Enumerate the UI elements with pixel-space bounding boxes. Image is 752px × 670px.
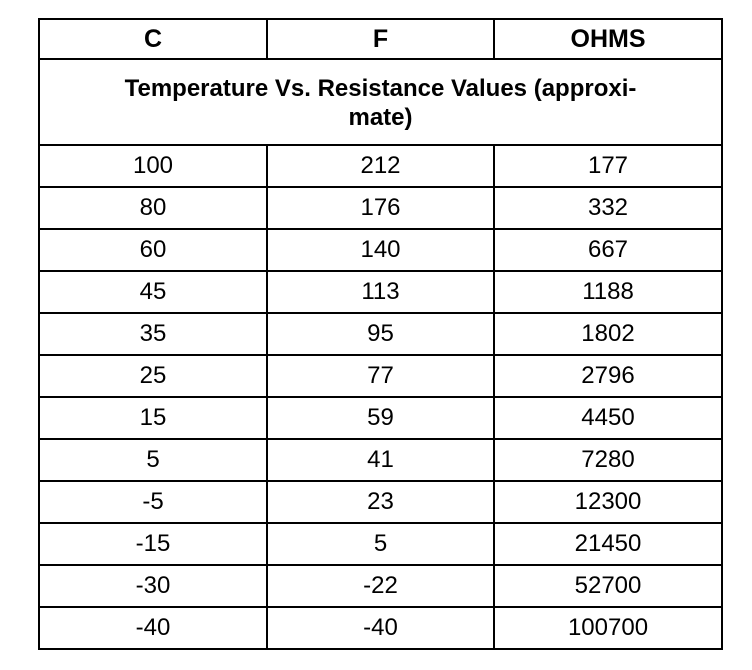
table-row [39,229,722,271]
table-row [39,313,722,355]
cell-ohms: 52700 [494,565,722,607]
cell-celsius: 100 [39,145,267,187]
table-row [39,145,722,187]
cell-celsius: 25 [39,355,267,397]
cell-ohms: 21450 [494,523,722,565]
cell-celsius: 80 [39,187,267,229]
cell-ohms: 7280 [494,439,722,481]
table-row [39,523,722,565]
table-title-line-2: mate) [348,104,413,131]
cell-fahrenheit: -22 [267,565,494,607]
cell-fahrenheit: 5 [267,523,494,565]
cell-ohms: 2796 [494,355,722,397]
resistance-table-container [38,18,721,650]
cell-fahrenheit: 212 [267,145,494,187]
cell-fahrenheit: 176 [267,187,494,229]
cell-ohms: 1188 [494,271,722,313]
cell-ohms: 177 [494,145,722,187]
table-row [39,187,722,229]
table-title-row [39,59,722,145]
cell-fahrenheit: 23 [267,481,494,523]
table-row [39,355,722,397]
cell-ohms: 12300 [494,481,722,523]
cell-celsius: -5 [39,481,267,523]
header-fahrenheit: F [267,19,494,59]
cell-fahrenheit: 95 [267,313,494,355]
cell-fahrenheit: -40 [267,607,494,649]
header-celsius: C [39,19,267,59]
temperature-resistance-table [38,18,723,650]
table-row [39,397,722,439]
cell-fahrenheit: 77 [267,355,494,397]
table-title-line-1: Temperature Vs. Resistance Values (approxi- [124,75,637,102]
cell-fahrenheit: 41 [267,439,494,481]
cell-celsius: -15 [39,523,267,565]
table-row [39,607,722,649]
table-row [39,565,722,607]
cell-celsius: 45 [39,271,267,313]
table-row [39,271,722,313]
cell-ohms: 332 [494,187,722,229]
cell-celsius: -40 [39,607,267,649]
table-row [39,481,722,523]
header-row [39,19,722,59]
cell-celsius: 60 [39,229,267,271]
cell-fahrenheit: 140 [267,229,494,271]
cell-celsius: 15 [39,397,267,439]
table-row [39,439,722,481]
cell-celsius: -30 [39,565,267,607]
cell-fahrenheit: 59 [267,397,494,439]
header-ohms: OHMS [494,19,722,59]
cell-celsius: 5 [39,439,267,481]
cell-ohms: 100700 [494,607,722,649]
table-title [39,59,722,145]
cell-ohms: 4450 [494,397,722,439]
cell-celsius: 35 [39,313,267,355]
cell-fahrenheit: 113 [267,271,494,313]
cell-ohms: 667 [494,229,722,271]
cell-ohms: 1802 [494,313,722,355]
